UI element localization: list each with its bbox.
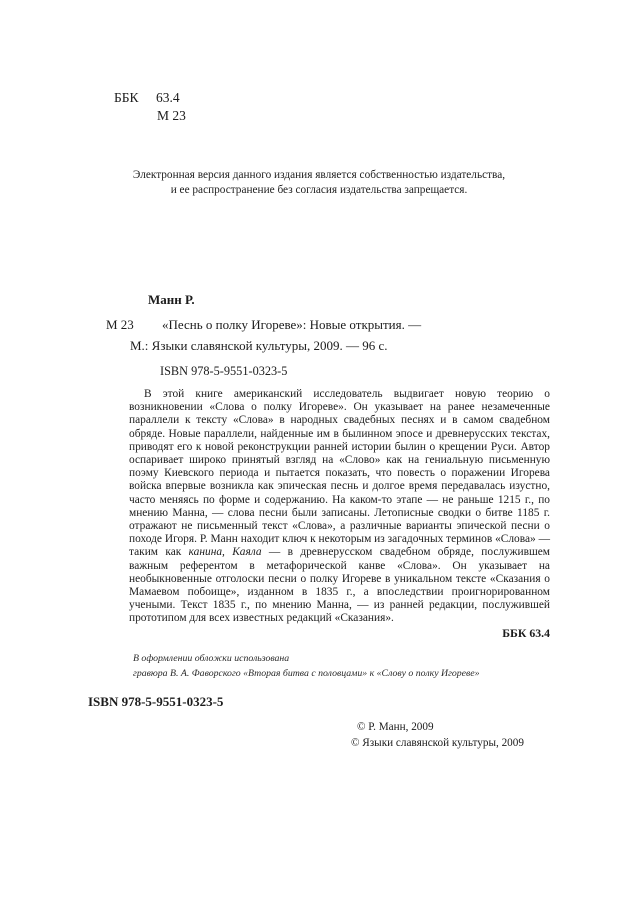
copyright-publisher: © Языки славянской культуры, 2009 — [351, 737, 524, 749]
annotation-paragraph — [129, 388, 550, 626]
cover-design-note-line-1: В оформлении обложки использована — [133, 653, 290, 664]
copyright-author: © Р. Манн, 2009 — [357, 721, 434, 733]
author-sigla-code: М 23 — [157, 108, 186, 123]
annotation-text-part-1: В этой книге американский исследователь выдвигает новую теорию о возникновении «Слова о полку Игореве». Он указывает на ранее незамеченные параллели к тексту «Слова» в народных свадебных песнях и в самом свадебном обряде. Новые параллели, найденные им в былинном эпосе и древнерусских текстах, приводят его к новой реконструкции ранней истории былин о крещении Руси. Автор оспаривает широко принятый взгляд на «Слово» как на гениальную письменную поэму Киевского периода и пытается показать, что повесть о поражении Игорева войска впервые возникла как эпическая песнь и долгое время передавалась изустно, часто меняясь по форме и содержанию. На каком-то этапе — не раньше 1215 г., по мнению Манна, — слова песни были записаны. Летописные сводки о битве 1185 г. отражают не письменный текст «Слова», а различные варианты эпической песни о походе Игоря. Р. Манн находит ключ к некоторым из загадочных терминов «Слова» — таким как — [129, 388, 550, 559]
annotation-italic-terms: канина, Каяла — [188, 546, 262, 559]
electronic-copy-notice-line-2: и ее распространение без согласия издательства запрещается. — [170, 183, 468, 196]
annotation-text-part-2: — в древнерусском свадебном обряде, послужившем важным референтом в метафорической канве «Слова». Он указывает на необыкновенные отголоски песни о полку Игореве в уникальном тексте «Сказания о Мамаевом побоище», изданном в 1835 г., а впоследствии проигнорированном учеными. Текст 1835 г., по мнению Манна, — из ранней редакции, послужившей прототипом для всех известных редакций «Сказания». — [129, 546, 550, 625]
bbk-classification-code: 63.4 — [156, 90, 180, 105]
cover-design-note-line-2: гравюра В. А. Фаворского «Вторая битва с половцами» к «Слову о полку Игореве» — [133, 668, 480, 679]
isbn-footer: ISBN 978-5-9551-0323-5 — [88, 694, 224, 709]
author-heading: Манн Р. — [148, 292, 195, 307]
bbk-classification-label: ББК — [114, 90, 139, 105]
catalog-entry-imprint: М.: Языки славянской культуры, 2009. — 96 с. — [130, 338, 388, 353]
catalog-entry-code: М 23 — [106, 317, 134, 332]
electronic-copy-notice — [99, 168, 539, 197]
catalog-entry-title: «Песнь о полку Игореве»: Новые открытия. — — [162, 317, 422, 332]
isbn-number: ISBN 978-5-9551-0323-5 — [160, 364, 288, 378]
electronic-copy-notice-line-1: Электронная версия данного издания является собственностью издательства, — [132, 169, 506, 181]
bbk-footer-code: ББК 63.4 — [502, 626, 550, 640]
